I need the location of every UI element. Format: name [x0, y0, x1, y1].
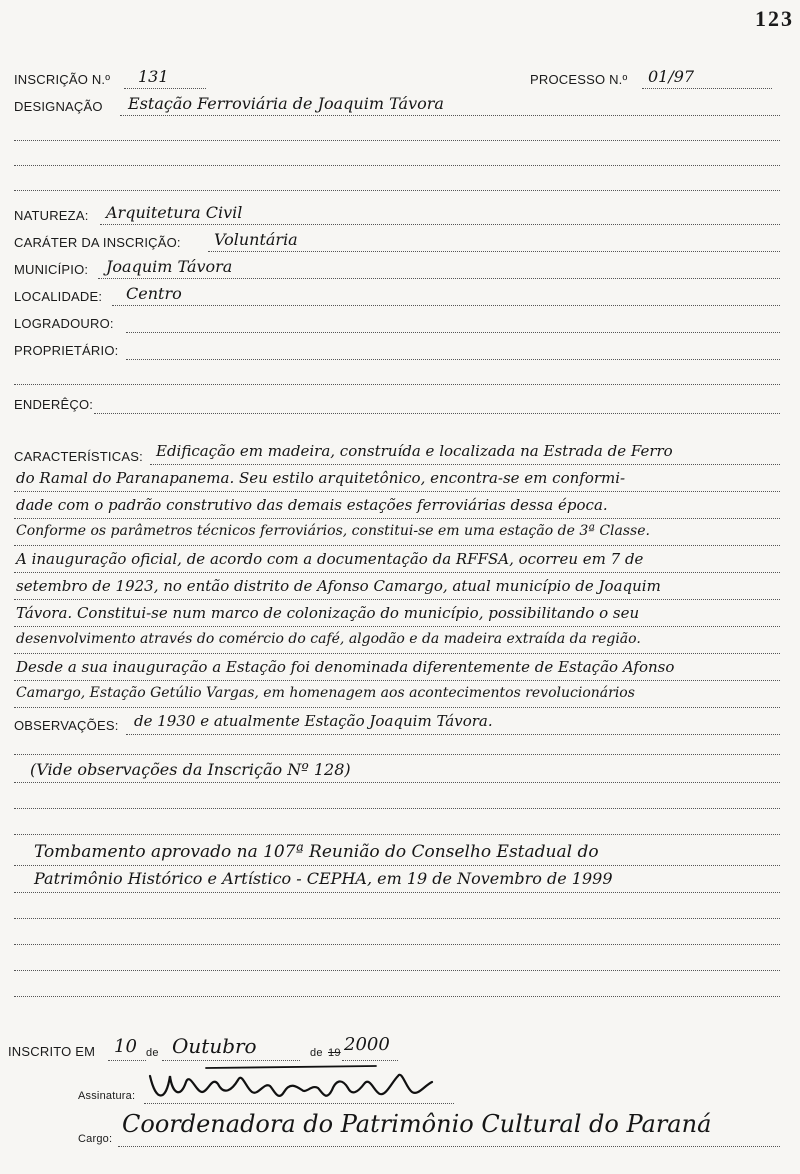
obs-line	[126, 734, 780, 735]
proprietario-line	[126, 359, 780, 360]
inscrito-month-line	[162, 1060, 300, 1061]
blank-line	[14, 834, 780, 835]
obs-line	[14, 865, 780, 866]
caracteristicas-label: CARACTERÍSTICAS:	[14, 449, 143, 464]
municipio-line	[98, 278, 780, 279]
inscricao-label: INSCRIÇÃO N.º	[14, 72, 111, 87]
inscrito-de-1: de	[146, 1047, 159, 1059]
blank-line	[14, 140, 780, 141]
processo-line	[642, 88, 772, 89]
blank-line	[14, 190, 780, 191]
natureza-value: Arquitetura Civil	[106, 203, 243, 222]
obs-text-2: (Vide observações da Inscrição Nº 128)	[30, 760, 351, 779]
obs-text-1: de 1930 e atualmente Estação Joaquim Távora.	[134, 712, 493, 730]
municipio-label: MUNICÍPIO:	[14, 262, 89, 277]
natureza-label: NATUREZA:	[14, 208, 89, 223]
localidade-line	[112, 305, 780, 306]
localidade-label: LOCALIDADE:	[14, 289, 103, 304]
carater-label: CARÁTER DA INSCRIÇÃO:	[14, 235, 181, 250]
caract-text-line: Edificação em madeira, construída e localizada na Estrada de Ferro	[156, 442, 673, 460]
carater-line	[208, 251, 780, 252]
inscrito-day-line	[108, 1060, 146, 1061]
designacao-value: Estação Ferroviária de Joaquim Távora	[128, 94, 444, 113]
obs-text-4: Patrimônio Histórico e Artístico - CEPHA, em 19 de Novembro de 1999	[34, 869, 613, 888]
caract-text-line: Conforme os parâmetros técnicos ferroviários, constitui-se em uma estação de 3ª Classe.	[16, 523, 650, 539]
natureza-line	[100, 224, 780, 225]
caract-line	[14, 572, 780, 573]
caract-text-line: Camargo, Estação Getúlio Vargas, em homenagem aos acontecimentos revolucionários	[16, 685, 635, 701]
blank-line	[14, 384, 780, 385]
proprietario-label: PROPRIETÁRIO:	[14, 343, 119, 358]
page-number: 123	[755, 6, 794, 31]
inscrito-de-2: de	[310, 1047, 323, 1059]
caract-text-line: desenvolvimento através do comércio do café, algodão e da madeira extraída da região.	[16, 631, 641, 647]
obs-line	[14, 892, 780, 893]
cargo-value: Coordenadora do Patrimônio Cultural do Paraná	[122, 1110, 712, 1138]
blank-line	[14, 754, 780, 755]
caract-line	[14, 545, 780, 546]
blank-line	[14, 970, 780, 971]
observacoes-label: OBSERVAÇÕES:	[14, 718, 119, 733]
obs-text-3: Tombamento aprovado na 107ª Reunião do Conselho Estadual do	[34, 842, 599, 862]
cargo-label: Cargo:	[78, 1133, 113, 1145]
caract-text-line: A inauguração oficial, de acordo com a documentação da RFFSA, ocorreu em 7 de	[16, 550, 644, 568]
inscrito-day: 10	[114, 1036, 137, 1057]
caract-text-line: do Ramal do Paranapanema. Seu estilo arquitetônico, encontra-se em conformi-	[16, 469, 626, 487]
logradouro-line	[126, 332, 780, 333]
designacao-label: DESIGNAÇÃO	[14, 99, 103, 114]
caract-text-line: dade com o padrão construtivo das demais estações ferroviárias dessa época.	[16, 496, 608, 514]
caract-line	[14, 491, 780, 492]
blank-line	[14, 944, 780, 945]
municipio-value: Joaquim Távora	[106, 257, 233, 276]
caract-text-line: setembro de 1923, no então distrito de Afonso Camargo, atual município de Joaquim	[16, 577, 661, 595]
inscrito-year-line	[342, 1060, 398, 1061]
assinatura-label: Assinatura:	[78, 1090, 136, 1102]
caract-line	[14, 653, 780, 654]
localidade-value: Centro	[126, 284, 182, 303]
logradouro-label: LOGRADOURO:	[14, 316, 114, 331]
caract-text-line: Távora. Constitui-se num marco de colonização do município, possibilitando o seu	[16, 604, 640, 622]
blank-line	[14, 996, 780, 997]
caract-line	[14, 518, 780, 519]
inscricao-line	[124, 88, 206, 89]
caract-text-line: Desde a sua inauguração a Estação foi denominada diferentemente de Estação Afonso	[16, 658, 675, 676]
carater-value: Voluntária	[214, 230, 298, 249]
designacao-line	[120, 115, 780, 116]
inscrito-month: Outubro	[172, 1034, 257, 1058]
obs-line	[14, 782, 780, 783]
caract-line	[14, 707, 780, 708]
blank-line	[14, 165, 780, 166]
caract-line	[14, 680, 780, 681]
processo-label: PROCESSO N.º	[530, 72, 628, 87]
inscrito-year-struck: 19	[328, 1047, 341, 1059]
signature-graphic	[146, 1062, 436, 1106]
blank-line	[14, 808, 780, 809]
caract-line	[14, 626, 780, 627]
blank-line	[14, 918, 780, 919]
endereco-label: ENDERÊÇO:	[14, 397, 94, 412]
inscricao-value: 131	[138, 67, 169, 86]
caract-line	[14, 599, 780, 600]
inscrito-label: INSCRITO EM	[8, 1044, 96, 1059]
processo-value: 01/97	[648, 67, 695, 86]
caract-line	[150, 464, 780, 465]
inscrito-year: 2000	[344, 1034, 390, 1055]
cargo-line	[118, 1146, 780, 1147]
endereco-line	[94, 413, 780, 414]
